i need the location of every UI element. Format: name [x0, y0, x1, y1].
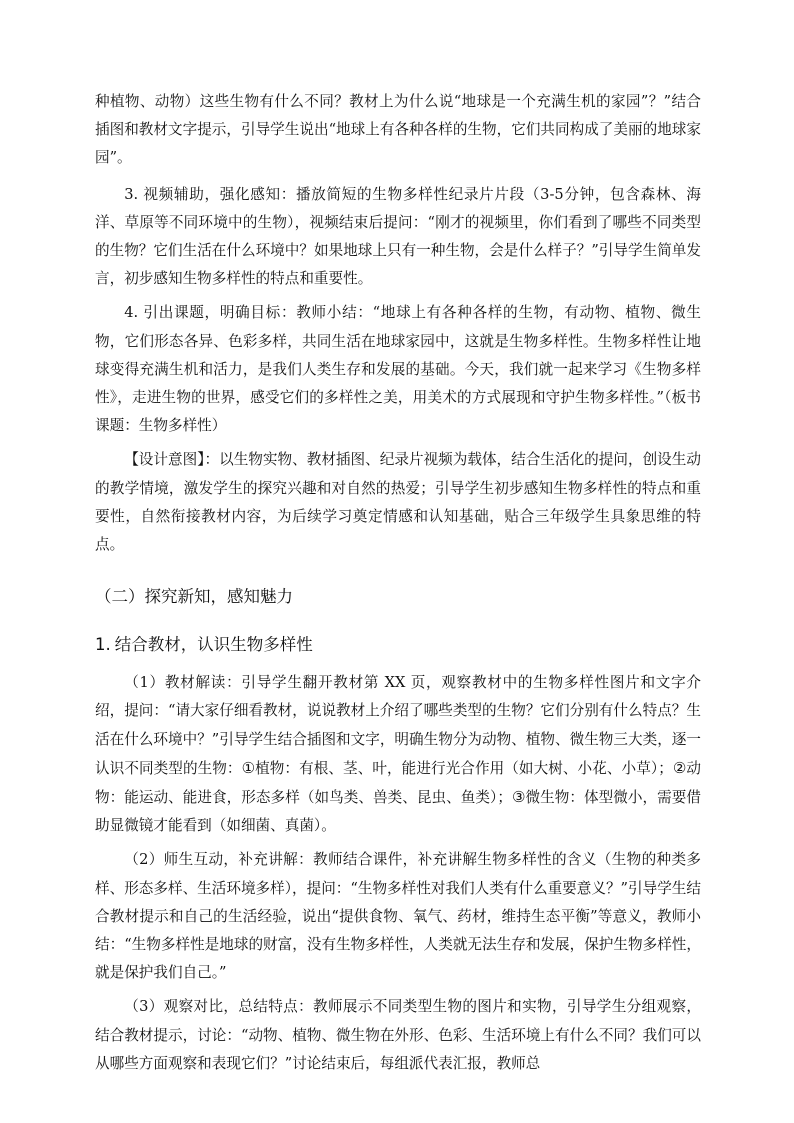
- paragraph-textbook-reading: [95, 669, 701, 840]
- marker-3: ③: [511, 788, 526, 807]
- subsection-label: 结合教材，认识生物多样性: [114, 635, 313, 655]
- paragraph-observation: （3）观察对比，总结特点：教师展示不同类型生物的图片和实物，引导学生分组观察，结合教材提示，讨论：“动物、植物、微生物在外形、色彩、生活环境上有什么不同？我们可以从哪些方面观察和表现它们？”讨论结束后，每组派代表汇报，教师总: [95, 998, 701, 1072]
- subsection-number: 1.: [95, 635, 111, 655]
- section-title: （二）探究新知，感知魅力: [95, 587, 293, 607]
- paragraph-intro-continued: 种植物、动物）这些生物有什么不同？教材上为什么说“地球是一个充满生机的家园”？”结合插图和教材文字提示，引导学生说出“地球上有各种各样的生物，它们共同构成了美丽的地球家园”。: [95, 93, 701, 167]
- document-page: [95, 88, 701, 1084]
- paragraph-design-intent: 【设计意图】：以生物实物、教材插图、纪录片视频为载体，结合生活化的提问，创设生动的教学情境，激发学生的探究兴趣和对自然的热爱；引导学生初步感知生物多样性的特点和重要性，自然衔接教材内容，为后续学习奠定情感和认知基础，贴合三年级学生具象思维的特点。: [95, 451, 701, 554]
- textbook-reading-intro: （1）教材解读：引导学生翻开教材第 XX 页，观察教材中的生物多样性图片和文字介绍，提问：“请大家仔细看教材，说说教材上介绍了哪些类型的生物？它们分别有什么特点？生活在什么环境中？”引导学生结合插图和文字，明确生物分为动物、植物、微生物三大类，逐一认识不同类型的生物：: [95, 674, 701, 777]
- paragraph-interaction: （2）师生互动，补充讲解：教师结合课件，补充讲解生物多样性的含义（生物的种类多样、形态多样、生活环境多样），提问：“生物多样性对我们人类有什么重要意义？”引导学生结合教材提示和自己的生活经验，说出“提供食物、氧气、药材，维持生态平衡”等意义，教师小结：“生物多样性是地球的财富，没有生物多样性，人类就无法生存和发展，保护生物多样性，就是保护我们自己。”: [95, 851, 701, 982]
- item-plants: 植物：有根、茎、叶，能进行光合作用（如大树、小花、小草）；: [255, 759, 673, 777]
- subsection-title: [95, 629, 701, 661]
- paragraph-step-4-topic: 4. 引出课题，明确目标：教师小结：“地球上有各种各样的生物，有动物、植物、微生物，它们形态各异、色彩多样，共同生活在地球家园中，这就是生物多样性。生物多样性让地球变得充满生机和活力，是我们人类生存和发展的基础。今天，我们就一起来学习《生物多样性》，走进生物的世界，感受它们的多样性之美，用美术的方式展现和守护生物多样性。”（板书课题：生物多样性）: [95, 304, 701, 435]
- item-animals: 动物：能运动、能进食，形态多样（如鸟类、兽类、昆虫、鱼类）；: [95, 759, 701, 807]
- marker-1: ①: [241, 758, 256, 777]
- item-microbes: 微生物：体型微小，需要借助显微镜才能看到（如细菌、真菌）。: [95, 789, 701, 835]
- marker-2: ②: [672, 758, 687, 777]
- paragraph-step-3-video: 3. 视频辅助，强化感知：播放简短的生物多样性纪录片片段（3-5分钟，包含森林、海洋、草原等不同环境中的生物），视频结束后提问：“刚才的视频里，你们看到了哪些不同类型的生物？它们生活在什么环境中？如果地球上只有一种生物，会是什么样子？”引导学生简单发言，初步感知生物多样性的特点和重要性。: [95, 185, 701, 288]
